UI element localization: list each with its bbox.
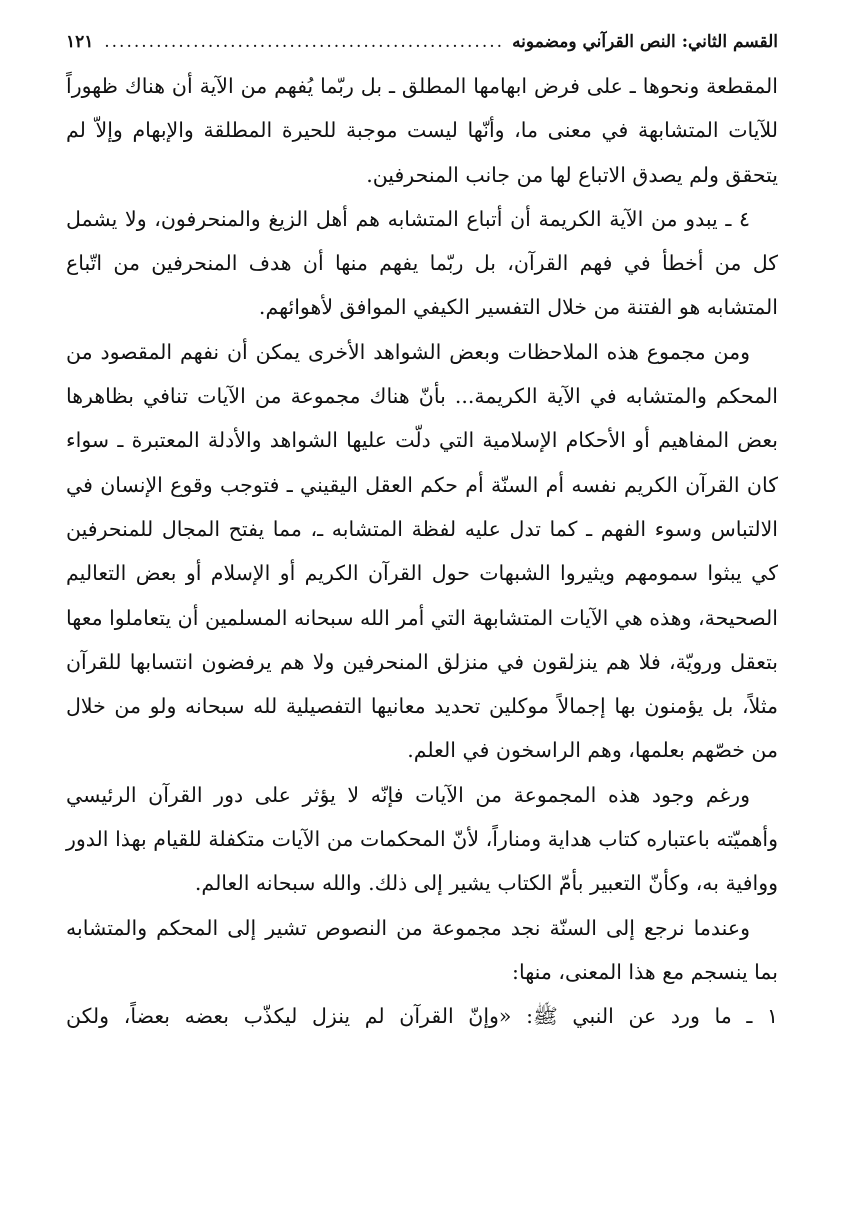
chapter-title: القسم الثاني: النص القرآني ومضمونه [512,32,778,52]
paragraph-continued: المقطعة ونحوها ـ على فرض ابهامها المطلق ـ بل ربّما يُفهم من الآية أن هناك ظهوراً للآيات المتشابهة في معنى ما، وأنّها ليست موجبة للحيرة المطلقة والإبهام وإلاّ لم يتحقق ولم يصدق الاتباع لها من جانب المنحرفين. [66,74,778,187]
paragraph-sunnah: وعندما نرجع إلى السنّة نجد مجموعة من النصوص تشير إلى المحكم والمتشابه بما ينسجم مع هذا المعنى، منها: [66,915,778,984]
page-body [66,64,778,1039]
leader-dots [101,30,504,54]
paragraph-point-4: ٤ ـ يبدو من الآية الكريمة أن أتباع المتشابه هم أهل الزيغ والمنحرفون، ولا يشمل كل من أخطأ في فهم القرآن، بل ربّما يفهم منها أن هدف المنحرفين من اتّباع المتشابه هو الفتنة من خلال التفسير الكيفي الموافق لأهوائهم. [66,206,778,320]
running-header [66,30,778,54]
page-number: ١٢١ [66,32,94,52]
paragraph-role-of-quran: ورغم وجود هذه المجموعة من الآيات فإنّه لا يؤثر على دور القرآن الرئيسي وأهميّته باعتباره كتاب هداية ومناراً، لأنّ المحكمات من الآيات متكفلة للقيام بهذا الدور ووافية به، وكأنّ التعبير بأمّ الكتاب يشير إلى ذلك. والله سبحانه العالم. [66,782,778,896]
paragraph-hadith-1: ١ ـ ما ورد عن النبي ﷺ: «وإنّ القرآن لم ينزل ليكذّب بعضه بعضاً، ولكن [66,1004,778,1029]
paragraph-summary: ومن مجموع هذه الملاحظات وبعض الشواهد الأخرى يمكن أن نفهم المقصود من المحكم والمتشابه في الآية الكريمة... بأنّ هناك مجموعة من الآيات تنافي بظاهرها بعض المفاهيم أو الأحكام الإسلامية التي دلّت عليها الشواهد والأدلة المعتبرة ـ سواء كان القرآن الكريم نفسه أم السنّة أم حكم العقل اليقيني ـ فتوجب وقوع الإنسان في الالتباس وسوء الفهم ـ كما تدل عليه لفظة المتشابه ـ، مما يفتح المجال للمنحرفين كي يبثوا سمومهم ويثيروا الشبهات حول القرآن الكريم أو الإسلام أو بعض التعاليم الصحيحة، وهذه هي الآيات المتشابهة التي أمر الله سبحانه المسلمين أن يتعاملوا معها بتعقل ورويّة، فلا هم ينزلقون في منزلق المنحرفين ولا هم يرفضون انتسابها للقرآن مثلاً، بل يؤمنون بها إجمالاً موكلين تحديد معانيها التفصيلية لله سبحانه ولو من خلال من خصّهم بعلمها، وهم الراسخون في العلم. [66,339,778,763]
